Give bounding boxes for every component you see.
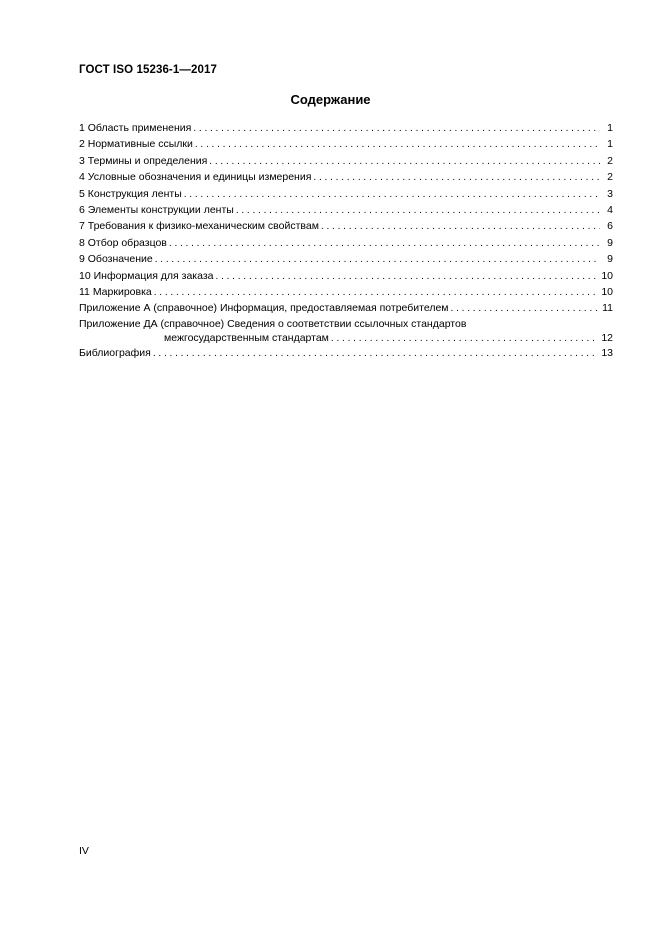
leader-dots (195, 137, 600, 153)
toc-entry-label: Библиография (79, 346, 151, 359)
leader-dots (169, 236, 600, 252)
leader-dots (193, 121, 600, 137)
toc-entry-label: 11 Маркировка (79, 285, 152, 298)
toc-entry[interactable] (79, 251, 613, 267)
toc-entry-label: 3 Термины и определения (79, 154, 208, 167)
toc-entry-page: 4 (607, 203, 613, 216)
document-designation: ГОСТ ISO 15236-1—2017 (79, 64, 217, 76)
toc-entry[interactable] (79, 153, 613, 169)
toc-entry-label: 2 Нормативные ссылки (79, 138, 193, 151)
toc-entry[interactable] (79, 218, 613, 234)
toc-entry[interactable] (79, 120, 613, 136)
toc-entry-page: 10 (601, 285, 613, 298)
toc-entry-label: 1 Область применения (79, 122, 192, 134)
toc-entry-page: 3 (607, 187, 613, 200)
leader-dots (236, 203, 600, 219)
toc-entry-page: 9 (607, 236, 613, 249)
toc-entry-label: 9 Обозначение (79, 253, 153, 266)
leader-dots (313, 170, 600, 186)
toc-entry-page: 11 (602, 302, 613, 315)
toc-entry-page: 12 (601, 331, 613, 344)
toc-entry[interactable] (79, 169, 613, 185)
toc-entry-continuation (79, 331, 613, 345)
toc-entry-label: 10 Информация для заказа (79, 269, 214, 282)
toc-entry-page: 2 (607, 171, 613, 184)
toc-entry-label: 6 Элементы конструкции ленты (79, 203, 234, 216)
toc-entry-label: 4 Условные обозначения и единицы измерения (79, 171, 312, 184)
page-folio: IV (79, 845, 89, 857)
toc-entry[interactable] (79, 300, 613, 316)
leader-dots (153, 346, 598, 362)
toc-entry[interactable] (79, 202, 613, 218)
toc-entry-label: 7 Требования к физико-механическим свойствам (79, 220, 319, 233)
toc-entry-label: Приложение А (справочное) Информация, предоставляемая потребителем (79, 302, 449, 315)
toc-entry[interactable] (79, 268, 613, 284)
table-of-contents (79, 120, 613, 361)
toc-entry[interactable] (79, 235, 613, 251)
toc-entry-label: 5 Конструкция ленты (79, 187, 182, 200)
leader-dots (209, 154, 600, 170)
toc-entry-bibliography[interactable] (79, 345, 613, 361)
toc-title: Содержание (290, 92, 371, 107)
toc-entry[interactable] (79, 136, 613, 152)
leader-dots (321, 219, 600, 235)
toc-entry-page: 9 (607, 253, 613, 266)
toc-entry[interactable] (79, 284, 613, 300)
leader-dots (154, 285, 599, 301)
toc-entry[interactable] (79, 186, 613, 202)
toc-entry-page: 13 (601, 346, 613, 359)
leader-dots (155, 252, 600, 268)
toc-entry-page: 6 (607, 220, 613, 233)
leader-dots (184, 187, 600, 203)
toc-entry-page: 1 (607, 138, 613, 151)
leader-dots (216, 269, 599, 285)
leader-dots (451, 301, 600, 317)
toc-entry-label: Приложение ДА (справочное) Сведения о соответствии ссылочных стандартов (79, 317, 467, 330)
toc-entry-page: 2 (607, 154, 613, 167)
toc-entry-annex-da[interactable] (79, 317, 613, 345)
leader-dots (331, 332, 598, 346)
toc-entry-label: 8 Отбор образцов (79, 236, 167, 249)
toc-entry-page: 1 (607, 122, 613, 134)
toc-entry-page: 10 (601, 269, 613, 282)
toc-entry-label-continued: межгосударственным стандартам (164, 331, 329, 344)
